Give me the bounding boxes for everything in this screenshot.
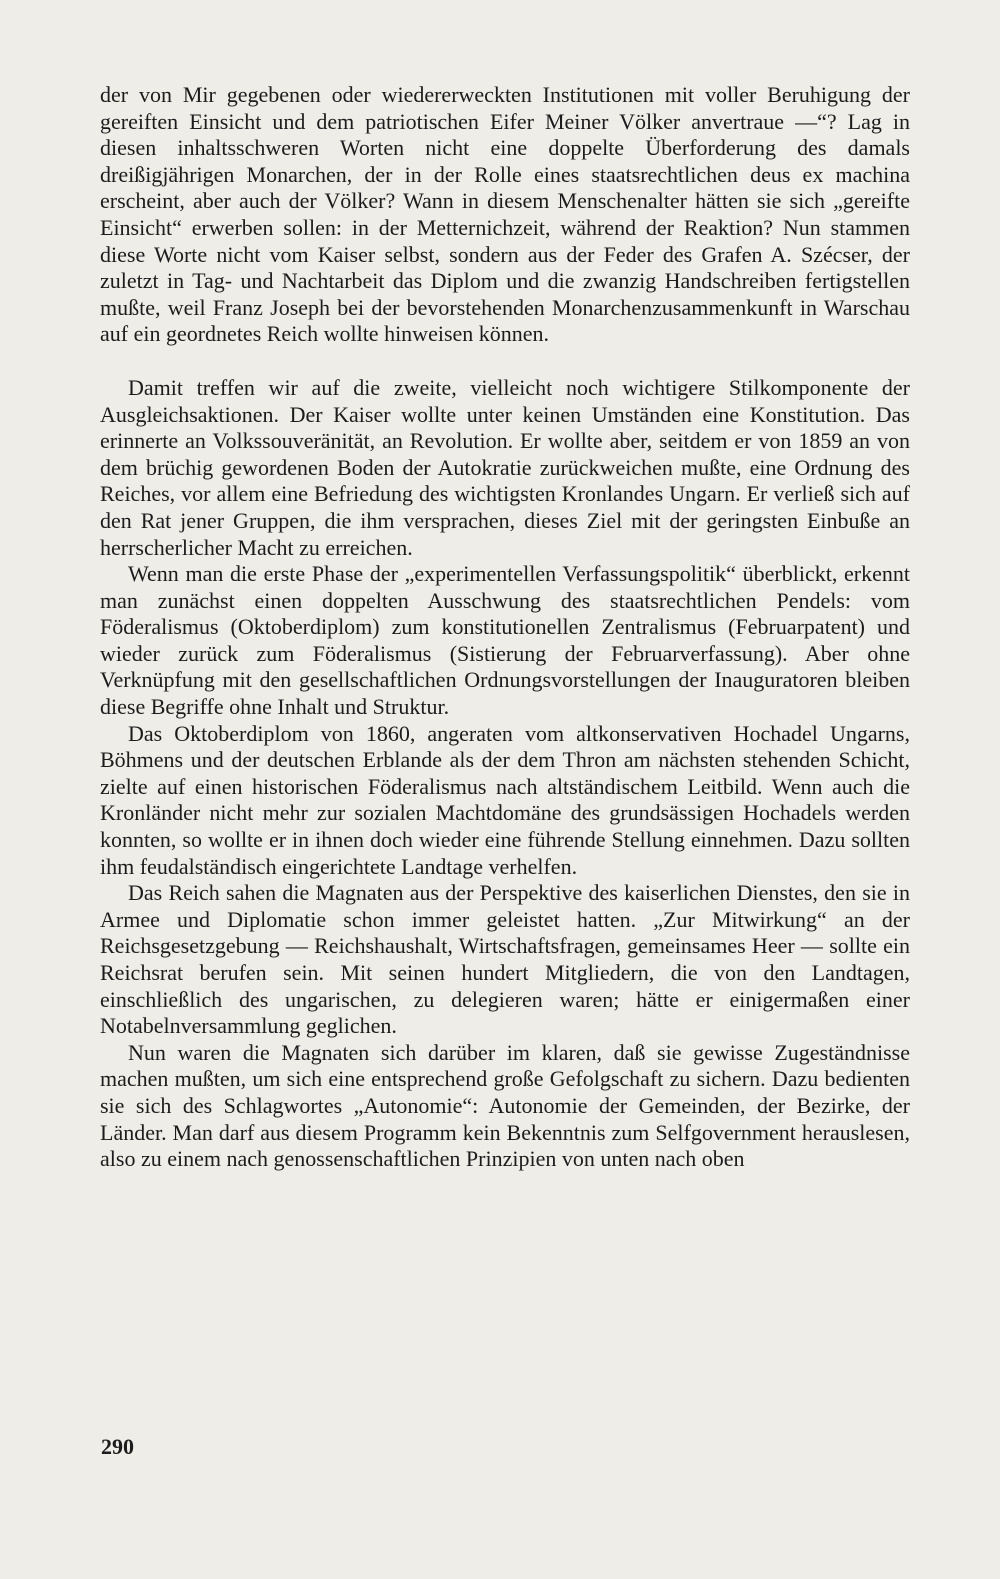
page-number: 290 [101, 1434, 134, 1459]
paragraph: Wenn man die erste Phase der „experimentellen Verfassungspolitik“ überblickt, erkennt man zunächst einen doppelten Ausschwung des staatsrechtlichen Pendels: vom Föderalismus (Oktoberdiplom) zum konstitutionellen Zentralismus (Februarpatent) und wieder zurück zum Föderalismus (Sistierung der Februarverfassung). Aber ohne Verknüpfung mit den gesellschaftlichen Ordnungsvorstellungen der Inauguratoren bleiben diese Begriffe ohne Inhalt und Struktur. [100, 561, 910, 720]
body-text [100, 82, 910, 1173]
paragraph: Das Reich sahen die Magnaten aus der Perspektive des kaiserlichen Dienstes, den sie in Armee und Diplomatie schon immer geleistet hatten. „Zur Mitwirkung“ an der Reichsgesetzgebung — Reichshaushalt, Wirtschaftsfragen, gemeinsames Heer — sollte ein Reichsrat berufen sein. Mit seinen hundert Mitgliedern, die von den Landtagen, einschließlich des ungarischen, zu delegieren waren; hätte er einigermaßen einer Notabelnversammlung geglichen. [100, 880, 910, 1039]
paragraph-continuation: der von Mir gegebenen oder wiedererweckten Institutionen mit voller Beruhigung der gereiften Einsicht und dem patriotischen Eifer Meiner Völker anvertraue —“? Lag in diesen inhaltsschweren Worten nicht eine doppelte Überforderung des damals dreißigjährigen Monarchen, der in der Rolle eines staatsrechtlichen deus ex machina erscheint, aber auch der Völker? Wann in diesem Menschenalter hätten sie sich „gereifte Einsicht“ erwerben sollen: in der Metternichzeit, während der Reaktion? Nun stammen diese Worte nicht vom Kaiser selbst, sondern aus der Feder des Grafen A. Szécser, der zuletzt in Tag- und Nachtarbeit das Diplom und die zwanzig Handschreiben fertigstellen mußte, weil Franz Joseph bei der bevorstehenden Monarchenzusammenkunft in Warschau auf ein geordnetes Reich wollte hinweisen können. [100, 82, 910, 347]
paragraph: Damit treffen wir auf die zweite, vielleicht noch wichtigere Stilkomponente der Ausgleichsaktionen. Der Kaiser wollte unter keinen Umständen eine Konstitution. Das erinnerte an Volkssouveränität, an Revolution. Er wollte aber, seitdem er von 1859 an von dem brüchig gewordenen Boden der Autokratie zurückweichen mußte, eine Ordnung des Reiches, vor allem eine Befriedung des wichtigsten Kronlandes Ungarn. Er verließ sich auf den Rat jener Gruppen, die ihm versprachen, dieses Ziel mit der geringsten Einbuße an herrscherlicher Macht zu erreichen. [100, 374, 910, 560]
paragraph: Das Oktoberdiplom von 1860, angeraten vom altkonservativen Hochadel Ungarns, Böhmens und der deutschen Erblande als der dem Thron am nächsten stehenden Schicht, zielte auf einen historischen Föderalismus nach altständischem Leitbild. Wenn auch die Kronländer nicht mehr zur sozialen Machtdomäne des grundsässigen Hochadels werden konnten, so wollte er in ihnen doch wieder eine führende Stellung einnehmen. Dazu sollten ihm feudalständisch eingerichtete Landtage verhelfen. [100, 720, 910, 879]
section-gap [100, 348, 910, 375]
paragraph: Nun waren die Magnaten sich darüber im klaren, daß sie gewisse Zugeständnisse machen mußten, um sich eine entsprechend große Gefolgschaft zu sichern. Dazu bedienten sie sich des Schlagwortes „Autonomie“: Autonomie der Gemeinden, der Bezirke, der Länder. Man darf aus diesem Programm kein Bekenntnis zum Selfgovernment herauslesen, also zu einem nach genossenschaftlichen Prinzipien von unten nach oben [100, 1039, 910, 1172]
